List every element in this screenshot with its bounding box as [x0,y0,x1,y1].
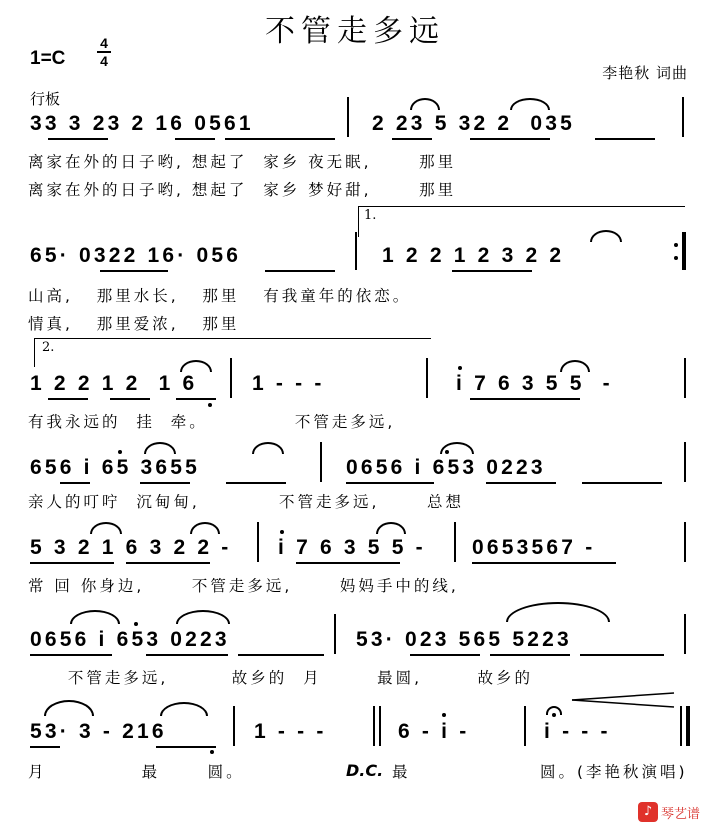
slur [176,610,230,624]
notes-row-2b: 1 2 2 1 2 3 2 2 [382,244,565,267]
slur [144,442,176,454]
underline [265,270,335,272]
notes-row-2a: 65· 0322 16· 056 [30,244,242,267]
high-octave-dot [445,450,449,454]
underline [30,746,60,748]
watermark-logo-icon: ♪ [638,802,658,822]
time-signature [97,36,111,68]
underline [486,482,556,484]
lyric-row-3: 有我永远的 挂 牵。 不管走多远, [28,413,396,431]
lyric-row-6: 不管走多远, 故乡的 月 最圆, 故乡的 [60,669,534,687]
underline [346,482,434,484]
notes-row-3a: 1 2 2 1 2 1 6 [30,372,198,395]
notes-row-3c: i 7 6 3 5 5 - [456,372,613,395]
underline [226,482,286,484]
slur [376,522,406,534]
composer-credit: 李艳秋 词曲 [602,64,688,82]
underline [60,482,90,484]
slur [70,610,120,624]
notes-row-1b: 2 23 5 32 2 035 [372,112,575,135]
notes-row-4b: 0656 i 653 0223 [346,456,546,479]
notes-row-1a: 33 3 23 2 16 0561 [30,112,254,135]
lyric-row-7a: 月 最 圆。 [28,763,245,781]
repeat-barline [682,232,686,270]
underline [580,654,664,656]
volta-bracket-2 [34,338,431,367]
volta-bracket-1 [358,206,685,237]
notes-row-5a: 5 3 2 1 6 3 2 2 - [30,536,232,559]
lyric-row-7c: 圆。(李艳秋演唱) [540,763,688,781]
final-barline-thick [686,706,690,746]
barline [347,97,349,137]
barline [684,522,686,562]
underline [100,270,168,272]
underline [472,562,616,564]
barline [454,522,456,562]
dc-marking: D.C. [346,761,384,780]
underline [238,654,324,656]
high-octave-dot [134,622,138,626]
underline [30,562,114,564]
lyric-row-7b: 最 [392,763,411,781]
underline [146,654,228,656]
underline [410,654,480,656]
slur [410,98,440,110]
notes-row-5c: 0653567 - [472,536,596,559]
notes-row-7c: 6 - i - [398,720,470,743]
slur [44,700,94,716]
underline [392,138,432,140]
notes-row-4a: 656 i 65 3655 [30,456,201,479]
notes-row-6b: 53· 023 565 5223 [356,628,572,651]
slur [506,602,610,622]
repeat-dot [674,256,678,260]
underline [470,138,550,140]
low-octave-dot [208,403,212,407]
high-octave-dot [442,713,446,717]
notes-row-6a: 0656 i 653 0223 [30,628,230,651]
notes-row-7a: 53· 3 - 216 [30,720,167,743]
key-signature: 1=C [30,48,66,69]
lyric-row-4: 亲人的叮咛 沉甸甸, 不管走多远, 总想 [28,493,465,511]
underline [582,482,662,484]
barline [230,358,232,398]
watermark-text: 琴艺谱 [660,806,700,822]
slur [560,360,590,372]
lyric-row-1a: 离家在外的日子哟, 想起了 家乡 夜无眠, 那里 [28,153,457,171]
high-octave-dot [552,713,556,717]
underline [48,398,88,400]
underline [156,746,216,748]
underline [490,654,570,656]
barline [320,442,322,482]
lyric-row-5: 常 回 你身边, 不管走多远, 妈妈手中的线, [28,577,459,595]
crescendo-hairpin [570,690,680,710]
slur [160,702,208,716]
repeat-dot [674,243,678,247]
volta-number-1: 1. [364,208,377,223]
double-barline [379,706,381,746]
underline [225,138,335,140]
slur [252,442,284,454]
volta-number-2: 2. [42,340,55,355]
song-title: 不管走多远 [265,14,445,49]
lyric-row-2b: 情真, 那里爱浓, 那里 [28,315,240,333]
high-octave-dot [280,530,284,534]
notes-row-7d: i - - - [544,720,611,743]
notes-row-7b: 1 - - - [254,720,327,743]
barline [257,522,259,562]
underline [452,270,532,272]
underline [140,482,190,484]
meter-bottom: 4 [100,53,108,69]
underline [126,562,210,564]
underline [30,654,112,656]
final-barline-thin [680,706,682,746]
underline [175,138,215,140]
underline [48,138,108,140]
underline [110,398,150,400]
notes-row-3b: 1 - - - [252,372,325,395]
underline [296,562,400,564]
barline [355,232,357,270]
low-octave-dot [210,750,214,754]
barline [524,706,526,746]
barline [684,358,686,398]
high-octave-dot [458,366,462,370]
underline [176,398,216,400]
meter-top: 4 [100,35,108,51]
slur [190,522,220,534]
barline [334,614,336,654]
lyric-row-2a: 山高, 那里水长, 那里 有我童年的依恋。 [28,287,412,305]
barline [373,706,375,746]
notes-row-5b: i 7 6 3 5 5 - [278,536,426,559]
high-octave-dot [118,450,122,454]
underline [470,398,580,400]
watermark [638,802,700,822]
barline [233,706,235,746]
underline [595,138,655,140]
slur [510,98,550,110]
slur [90,522,122,534]
barline [684,614,686,654]
barline [684,442,686,482]
lyric-row-1b: 离家在外的日子哟, 想起了 家乡 梦好甜, 那里 [28,181,457,199]
barline [682,97,684,137]
barline [426,358,428,398]
tempo-marking: 行板 [30,90,61,108]
